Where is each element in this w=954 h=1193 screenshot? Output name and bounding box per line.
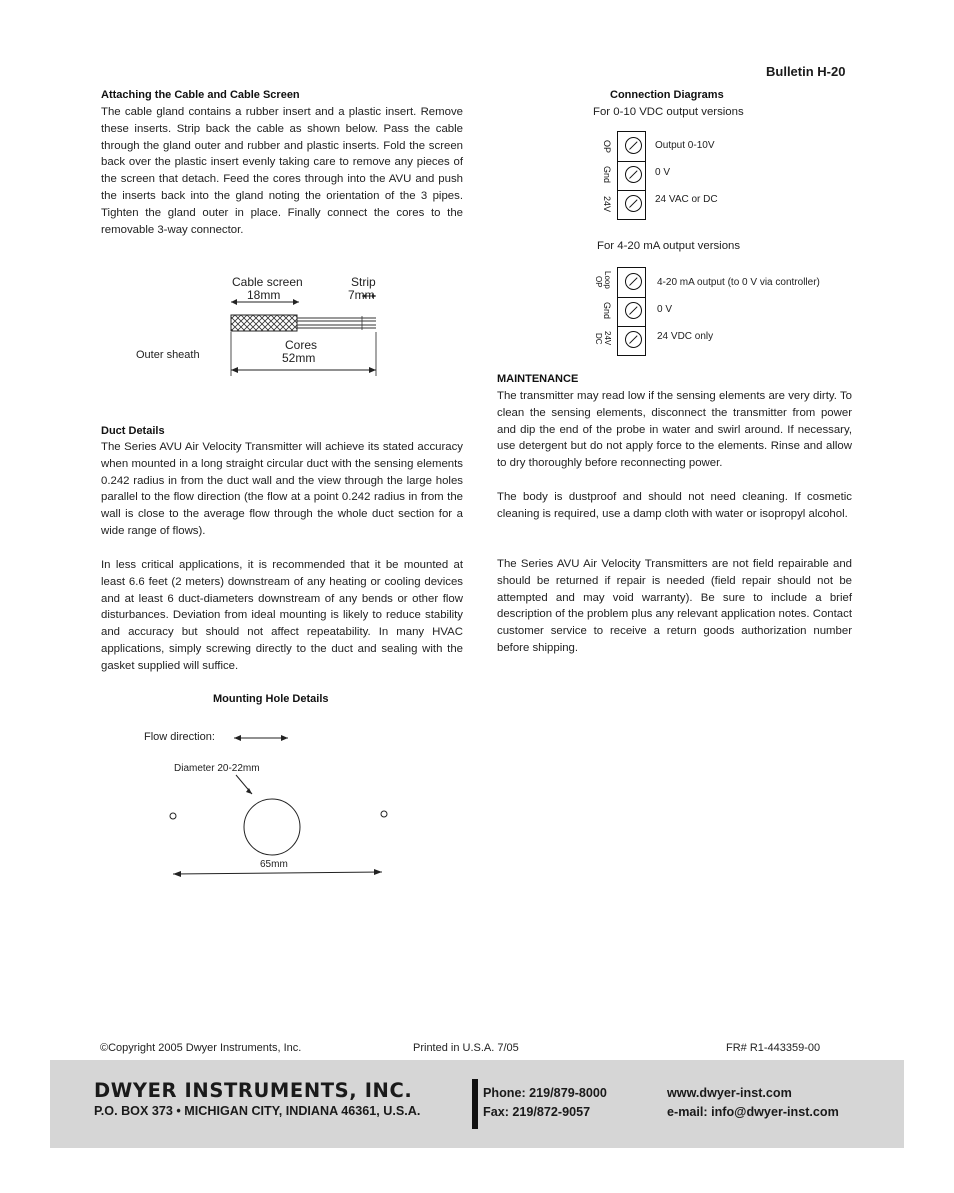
screw-icon <box>625 166 642 183</box>
website-link[interactable]: www.dwyer-inst.com <box>667 1086 792 1100</box>
cores-length: 52mm <box>282 351 316 365</box>
ma-desc-gnd: 0 V <box>657 304 673 315</box>
duct-heading: Duct Details <box>101 425 165 437</box>
maintenance-heading: MAINTENANCE <box>497 373 579 385</box>
cable-heading: Attaching the Cable and Cable Screen <box>101 89 300 101</box>
screw-icon <box>625 331 642 348</box>
duct-paragraph-1: The Series AVU Air Velocity Transmitter will achieve its stated accuracy when mounted in a long straight circular duct with the sensing elements 0.242 radius in from the duct wall and the view through the large holes parallel to the flow direction (the flow at a point 0.242 radius in from the wall is close to the average flow through the whole duct section for a wide range of flows). <box>101 441 463 537</box>
copyright: ©Copyright 2005 Dwyer Instruments, Inc. <box>100 1042 302 1054</box>
maintenance-paragraph-3: The Series AVU Air Velocity Transmitters are not field repairable and should be returned if repair is needed (field repair should not be attempted and may void warranty). Be sure to include a brief description of the problem plus any relevant application notes. Contact customer service to receive a return goods authorization number before shipping. <box>497 558 852 654</box>
main-mounting-hole <box>244 799 300 855</box>
cable-screen-braid <box>231 315 297 331</box>
screw-hole-right <box>381 811 387 817</box>
cable-screen-label: Cable screen <box>232 275 303 289</box>
flow-direction-label: Flow direction: <box>144 731 215 743</box>
footer-divider <box>472 1079 478 1129</box>
cable-screen-length: 18mm <box>247 288 281 302</box>
ma-desc-24v: 24 VDC only <box>657 331 714 342</box>
screw-icon <box>625 195 642 212</box>
vdc-desc-24v: 24 VAC or DC <box>655 194 718 205</box>
terminal-gnd <box>618 297 645 327</box>
terminal-loop-op <box>618 268 645 298</box>
terminal-24v <box>618 190 645 219</box>
bulletin-number: Bulletin H-20 <box>766 64 846 79</box>
connection-heading: Connection Diagrams <box>610 89 724 101</box>
vdc-pin-gnd: Gnd <box>602 166 612 184</box>
maintenance-paragraph-1: The transmitter may read low if the sensing elements are very dirty. To clean the sensing elements, disconnect the transmitter from power and dip the end of the probe in water and swirl around. If necessary, use detergent but do not apply force to the elements. Rinse and allow to dry thoroughly before reconnecting power. <box>497 390 852 470</box>
mounting-heading: Mounting Hole Details <box>213 693 329 705</box>
strip-label: Strip <box>351 275 376 289</box>
vdc-pin-op: OP <box>602 140 612 154</box>
ma-pin-24v: 24V <box>603 331 612 346</box>
cores-label: Cores <box>285 338 318 352</box>
strip-length: 7mm <box>348 288 375 302</box>
cable-strip-diagram <box>130 270 390 380</box>
outer-sheath-label: Outer sheath <box>136 349 200 361</box>
ma-pin-dc: DC <box>594 333 603 345</box>
diameter-label: Diameter 20-22mm <box>174 763 260 774</box>
email-link[interactable]: e-mail: info@dwyer-inst.com <box>667 1105 839 1119</box>
terminal-gnd <box>618 161 645 191</box>
screw-icon <box>625 302 642 319</box>
vdc-terminal-block <box>617 131 646 220</box>
mounting-hole-diagram <box>140 722 400 887</box>
company-name: DWYER INSTRUMENTS, INC. <box>94 1079 413 1102</box>
vdc-title: For 0-10 VDC output versions <box>593 106 744 118</box>
fax-number: Fax: 219/872-9057 <box>483 1105 591 1119</box>
vdc-desc-gnd: 0 V <box>655 167 671 178</box>
ma-pin-op: OP <box>594 276 603 288</box>
vdc-desc-op: Output 0-10V <box>655 140 715 151</box>
ma-title: For 4-20 mA output versions <box>597 240 741 252</box>
printed-info: Printed in U.S.A. 7/05 <box>413 1042 519 1054</box>
screw-icon <box>625 137 642 154</box>
vdc-pin-24v: 24V <box>602 196 612 213</box>
ma-pin-loop: Loop <box>603 271 612 289</box>
form-number: FR# R1-443359-00 <box>726 1042 821 1054</box>
ma-pin-gnd: Gnd <box>602 302 612 320</box>
ma-terminal-block <box>617 267 646 356</box>
company-address: P.O. BOX 373 • MICHIGAN CITY, INDIANA 46361, U.S.A. <box>94 1104 421 1118</box>
width-label: 65mm <box>260 859 288 870</box>
duct-paragraph-2: In less critical applications, it is recommended that it be mounted at least 6.6 feet (2 meters) downstream of any heating or cooling devices and at least 6 duct-diameters downstream of any bends or other flow disturbances. Deviation from ideal mounting is likely to reduce stability and accuracy but should not affect repeatability. In many HVAC applications, simply screwing directly to the duct and sealing with the gasket supplied will suffice. <box>101 559 463 672</box>
cable-text: The cable gland contains a rubber insert and a plastic insert. Remove these inserts. Strip back the cable as shown below. Pass the cable through the gland outer and rubber and plastic inserts. Fold the screen back over the plastic insert evenly taking care to remove any pieces of the screen that detach. Feed the cores through into the AVU and push the inserts back into the gland noting the orientation of the 3 pipes. Tighten the gland outer in place. Finally connect the cores to the removable 3-way connector. <box>101 106 463 236</box>
ma-desc-loop: 4-20 mA output (to 0 V via controller) <box>657 277 820 288</box>
maintenance-paragraph-2: The body is dustproof and should not need cleaning. If cosmetic cleaning is required, use a damp cloth with water or isopropyl alcohol. <box>497 491 852 520</box>
screw-icon <box>625 273 642 290</box>
screw-hole-left <box>170 813 176 819</box>
phone-number: Phone: 219/879-8000 <box>483 1086 607 1100</box>
terminal-op <box>618 132 645 162</box>
terminal-24v-dc <box>618 326 645 355</box>
